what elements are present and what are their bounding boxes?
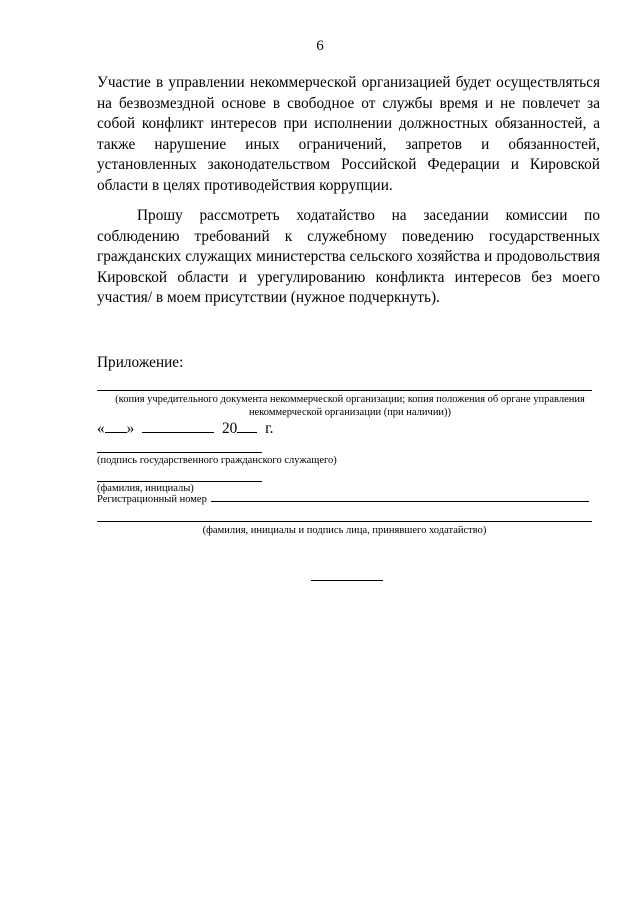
attachment-line <box>97 390 592 391</box>
date-line <box>97 418 273 438</box>
date-year-prefix: 20 <box>221 420 238 437</box>
attachment-caption: (копия учредительного документа некоммерческой организации; копия положения об органе управления некоммерческой организации (при наличии)) <box>115 394 585 418</box>
name-caption: (фамилия, инициалы) <box>97 483 194 494</box>
date-day-blank <box>105 418 127 433</box>
receiver-line <box>97 521 592 522</box>
page-number: 6 <box>316 38 324 54</box>
body-paragraph-1: Участие в управлении некоммерческой организацией будет осуществляться на безвозмездной основе в свободное от службы время и не повлечет за собой конфликт интересов при исполнении должностных обязанностей, а также нарушение иных ограничений, запретов и обязанностей, установленных законодательством Российской Федерации и Кировской области в целях противодействия коррупции. <box>97 74 600 194</box>
date-close-quote: » <box>126 420 135 437</box>
registration-label: Регистрационный номер <box>97 494 207 505</box>
receiver-caption: (фамилия, инициалы и подпись лица, принявшего ходатайство) <box>202 525 487 536</box>
date-month-blank <box>142 418 214 433</box>
body-paragraph-2: Прошу рассмотреть ходатайство на заседании комиссии по соблюдению требований к служебному поведению государственных гражданских служащих министерства сельского хозяйства и продовольствия Кировской области и урегулированию конфликта интересов без моего участия/ в моем присутствии (нужное подчеркнуть). <box>97 207 600 306</box>
signature-caption: (подпись государственного гражданского служащего) <box>97 455 337 466</box>
signature-line <box>97 452 262 453</box>
registration-line <box>97 491 589 505</box>
registration-number-blank <box>211 491 589 502</box>
date-open-quote: « <box>97 420 105 437</box>
attachment-label: Приложение: <box>97 354 184 371</box>
date-year-blank <box>237 418 257 433</box>
end-separator <box>311 580 383 581</box>
date-year-suffix: г. <box>265 420 274 437</box>
